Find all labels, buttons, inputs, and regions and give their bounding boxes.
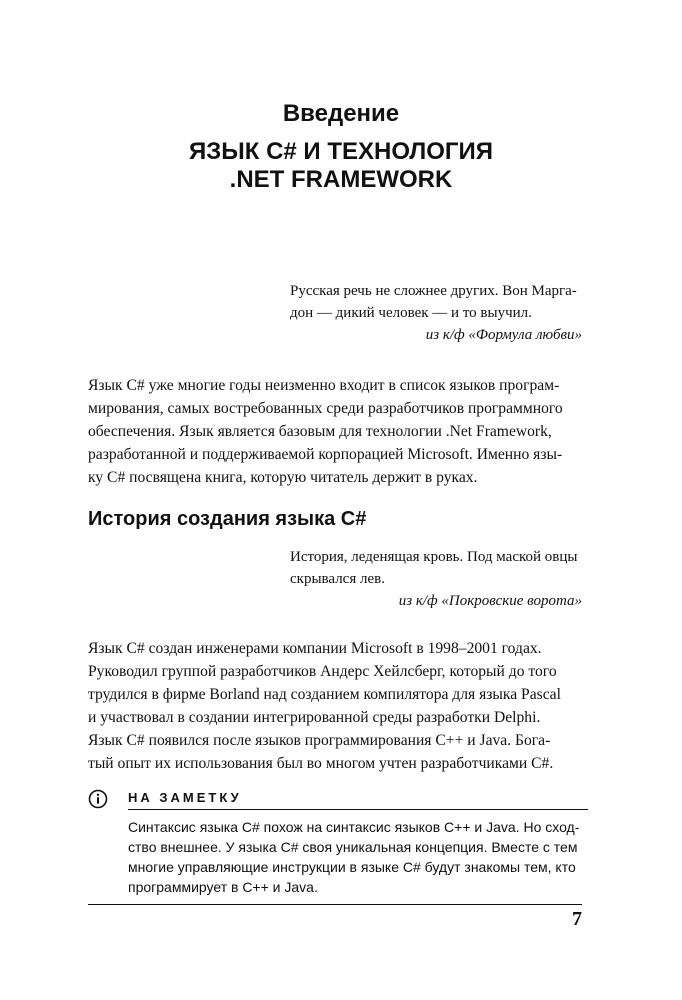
paragraph-line: Язык C# создан инженерами компании Microsoft в 1998–2001 годах. xyxy=(88,640,542,657)
paragraph-line: и участвовал в создании интегрированной среды разработки Delphi. xyxy=(88,709,541,726)
epigraph-line: дон — дикий человек — и то выучил. xyxy=(290,305,532,321)
paragraph-line: Язык C# появился после языков программирования C++ и Java. Бога- xyxy=(88,732,551,749)
paragraph-line: ку C# посвящена книга, которую читатель держит в руках. xyxy=(88,469,478,486)
epigraph-source: из к/ф «Формула любви» xyxy=(425,327,582,343)
body-paragraph xyxy=(88,374,588,489)
section-heading: История создания языка C# xyxy=(88,508,367,530)
chapter-title xyxy=(0,138,682,194)
paragraph-line: мирования, самых востребованных среди разработчиков программного xyxy=(88,400,563,417)
body-paragraph xyxy=(88,637,588,775)
note-line: программирует в C++ и Java. xyxy=(128,879,318,895)
note-line: многие управляющие инструкции в языке C# будут знакомы тем, кто xyxy=(128,859,576,875)
note-text xyxy=(128,817,588,897)
page-number: 7 xyxy=(572,908,582,930)
epigraph xyxy=(290,546,582,612)
info-icon xyxy=(88,789,108,809)
paragraph-line: разработанной и поддерживаемой корпорацией Microsoft. Именно язы- xyxy=(88,446,563,463)
epigraph-quote xyxy=(290,546,582,590)
epigraph-line: Русская речь не сложнее других. Вон Марга- xyxy=(290,283,577,299)
epigraph-quote xyxy=(290,280,582,324)
epigraph-line: скрывался лев. xyxy=(290,571,385,587)
footer-divider xyxy=(88,904,582,905)
epigraph-line: История, леденящая кровь. Под маской овцы xyxy=(290,549,578,565)
note-line: Синтаксис языка C# похож на синтаксис языков C++ и Java. Но сход- xyxy=(128,819,580,835)
note-title: НА ЗАМЕТКУ xyxy=(128,790,242,805)
chapter-title-line: .NET FRAMEWORK xyxy=(229,166,453,193)
paragraph-line: трудился в фирме Borland над созданием компилятора для языка Pascal xyxy=(88,686,561,703)
chapter-title-line: ЯЗЫК C# И ТЕХНОЛОГИЯ xyxy=(188,138,494,165)
epigraph xyxy=(290,280,582,346)
note-line: ство внешнее. У языка C# своя уникальная концепция. Вместе с тем xyxy=(128,839,578,855)
epigraph-source: из к/ф «Покровские ворота» xyxy=(398,593,582,609)
paragraph-line: обеспечения. Язык является базовым для технологии .Net Framework, xyxy=(88,423,552,440)
paragraph-line: тый опыт их использования был во многом учтен разработчиками C#. xyxy=(88,755,554,772)
note-divider xyxy=(128,809,588,810)
paragraph-line: Руководил группой разработчиков Андерс Хейлсберг, который до того xyxy=(88,663,557,680)
paragraph-line: Язык C# уже многие годы неизменно входит в список языков програм- xyxy=(88,377,560,394)
chapter-label: Введение xyxy=(282,100,400,127)
